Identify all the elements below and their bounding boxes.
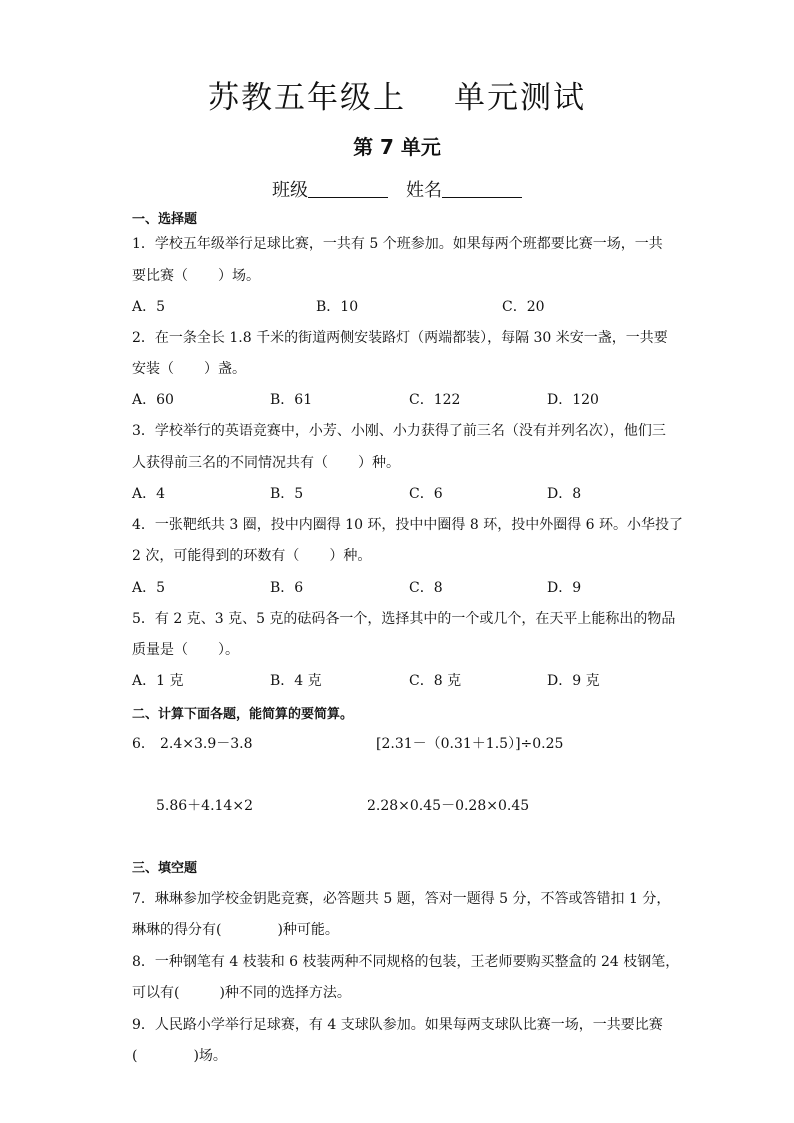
q3-line2	[132, 452, 400, 472]
q3-option-d[interactable]: D．8	[547, 486, 582, 502]
q3-stem: 人获得前三名的不同情况共有（	[132, 455, 328, 471]
section-heading-choice: 一、选择题	[132, 212, 198, 227]
q7-stem: 琳琳的得分有(	[132, 922, 222, 938]
q5-stem-end: ）。	[218, 642, 239, 658]
q4-line1: 4．一张靶纸共 3 圈，投中内圈得 10 环，投中中圈得 8 环，投中外圈得 6 环。小华投了	[132, 517, 684, 533]
q5-option-b[interactable]: B．4 克	[270, 673, 322, 689]
q3-option-c[interactable]: C．6	[409, 486, 443, 502]
q5-option-a[interactable]: A．1 克	[132, 673, 184, 689]
q8-line2	[132, 982, 351, 1002]
q5-stem: 质量是（	[132, 642, 188, 658]
q3-stem-end: ）种。	[358, 455, 400, 471]
q5-option-d[interactable]: D．9 克	[547, 673, 600, 689]
q2-option-c[interactable]: C．122	[409, 392, 461, 408]
q7-line1: 7．琳琳参加学校金钥匙竞赛，必答题共 5 题，答对一题得 5 分，不答或答错扣 1 分，	[132, 891, 671, 907]
q3-option-a[interactable]: A．4	[132, 486, 166, 502]
q9-line2	[132, 1045, 227, 1065]
student-info	[0, 176, 794, 202]
class-label: 班级	[272, 180, 308, 201]
q1-line2	[132, 265, 260, 285]
q6-expression-3: 5.86＋4.14×2	[156, 798, 253, 814]
q4-option-a[interactable]: A．5	[132, 580, 166, 596]
q7-stem-end: )种可能。	[277, 922, 339, 938]
q5-option-c[interactable]: C．8 克	[409, 673, 462, 689]
q6-expression-2: [2.31－（0.31＋1.5）]÷0.25	[376, 736, 564, 752]
title-left: 苏教五年级上	[208, 80, 406, 116]
unit-heading: 第 7 单元	[353, 135, 441, 159]
name-label: 姓名	[406, 180, 442, 201]
section-heading-calc: 二、计算下面各题，能简算的要简算。	[132, 707, 354, 722]
q6-number: 6．	[132, 736, 155, 752]
q2-option-d[interactable]: D．120	[547, 392, 599, 408]
name-blank[interactable]	[442, 179, 522, 198]
q4-option-c[interactable]: C．8	[409, 580, 443, 596]
q2-option-a[interactable]: A．60	[132, 392, 174, 408]
q3-option-b[interactable]: B．5	[270, 486, 304, 502]
class-blank[interactable]	[308, 179, 388, 198]
q2-line1: 2．在一条全长 1.8 千米的街道两侧安装路灯（两端都装），每隔 30 米安一盏，一共要	[132, 330, 668, 346]
q2-line2	[132, 358, 246, 378]
q4-line2	[132, 545, 371, 565]
q2-stem-end: ）盏。	[204, 361, 246, 377]
q1-option-a[interactable]: A．5	[132, 299, 166, 315]
q1-line1: 1．学校五年级举行足球比赛，一共有 5 个班参加。如果每两个班都要比赛一场，一共	[132, 236, 663, 252]
q4-option-b[interactable]: B．6	[270, 580, 304, 596]
q3-line1: 3．学校举行的英语竞赛中，小芳、小刚、小力获得了前三名（没有并列名次），他们三	[132, 423, 666, 439]
q4-stem-end: ）种。	[329, 548, 372, 564]
q9-line1: 9．人民路小学举行足球赛，有 4 支球队参加。如果每两支球队比赛一场，一共要比赛	[132, 1017, 663, 1033]
q7-line2	[132, 919, 339, 939]
q6-expression-4: 2.28×0.45－0.28×0.45	[367, 798, 530, 814]
q9-stem-end: )场。	[193, 1048, 227, 1064]
q8-line1: 8．一种钢笔有 4 枝装和 6 枝装两种不同规格的包装，王老师要购买整盒的 24 枝钢笔，	[132, 954, 680, 970]
q8-stem: 可以有(	[132, 985, 180, 1001]
q8-stem-end: )种不同的选择方法。	[219, 985, 351, 1001]
page-title	[0, 72, 794, 117]
q1-stem: 要比赛（	[132, 268, 188, 284]
q5-line1: 5．有 2 克、3 克、5 克的砝码各一个，选择其中的一个或几个，在天平上能称出的物品	[132, 611, 676, 627]
q1-option-c[interactable]: C．20	[502, 299, 545, 315]
q4-option-d[interactable]: D．9	[547, 580, 582, 596]
q2-option-b[interactable]: B．61	[270, 392, 313, 408]
q1-stem-end: ）场。	[218, 268, 260, 284]
q4-stem: 2 次，可能得到的环数有（	[132, 548, 300, 564]
title-right: 单元测试	[454, 80, 586, 116]
q2-stem: 安装（	[132, 361, 174, 377]
section-heading-fill: 三、填空题	[132, 861, 198, 876]
q9-stem: (	[132, 1048, 138, 1064]
q6-expression-1: 2.4×3.9－3.8	[160, 736, 253, 752]
q5-line2	[132, 639, 239, 659]
q1-option-b[interactable]: B．10	[316, 299, 359, 315]
